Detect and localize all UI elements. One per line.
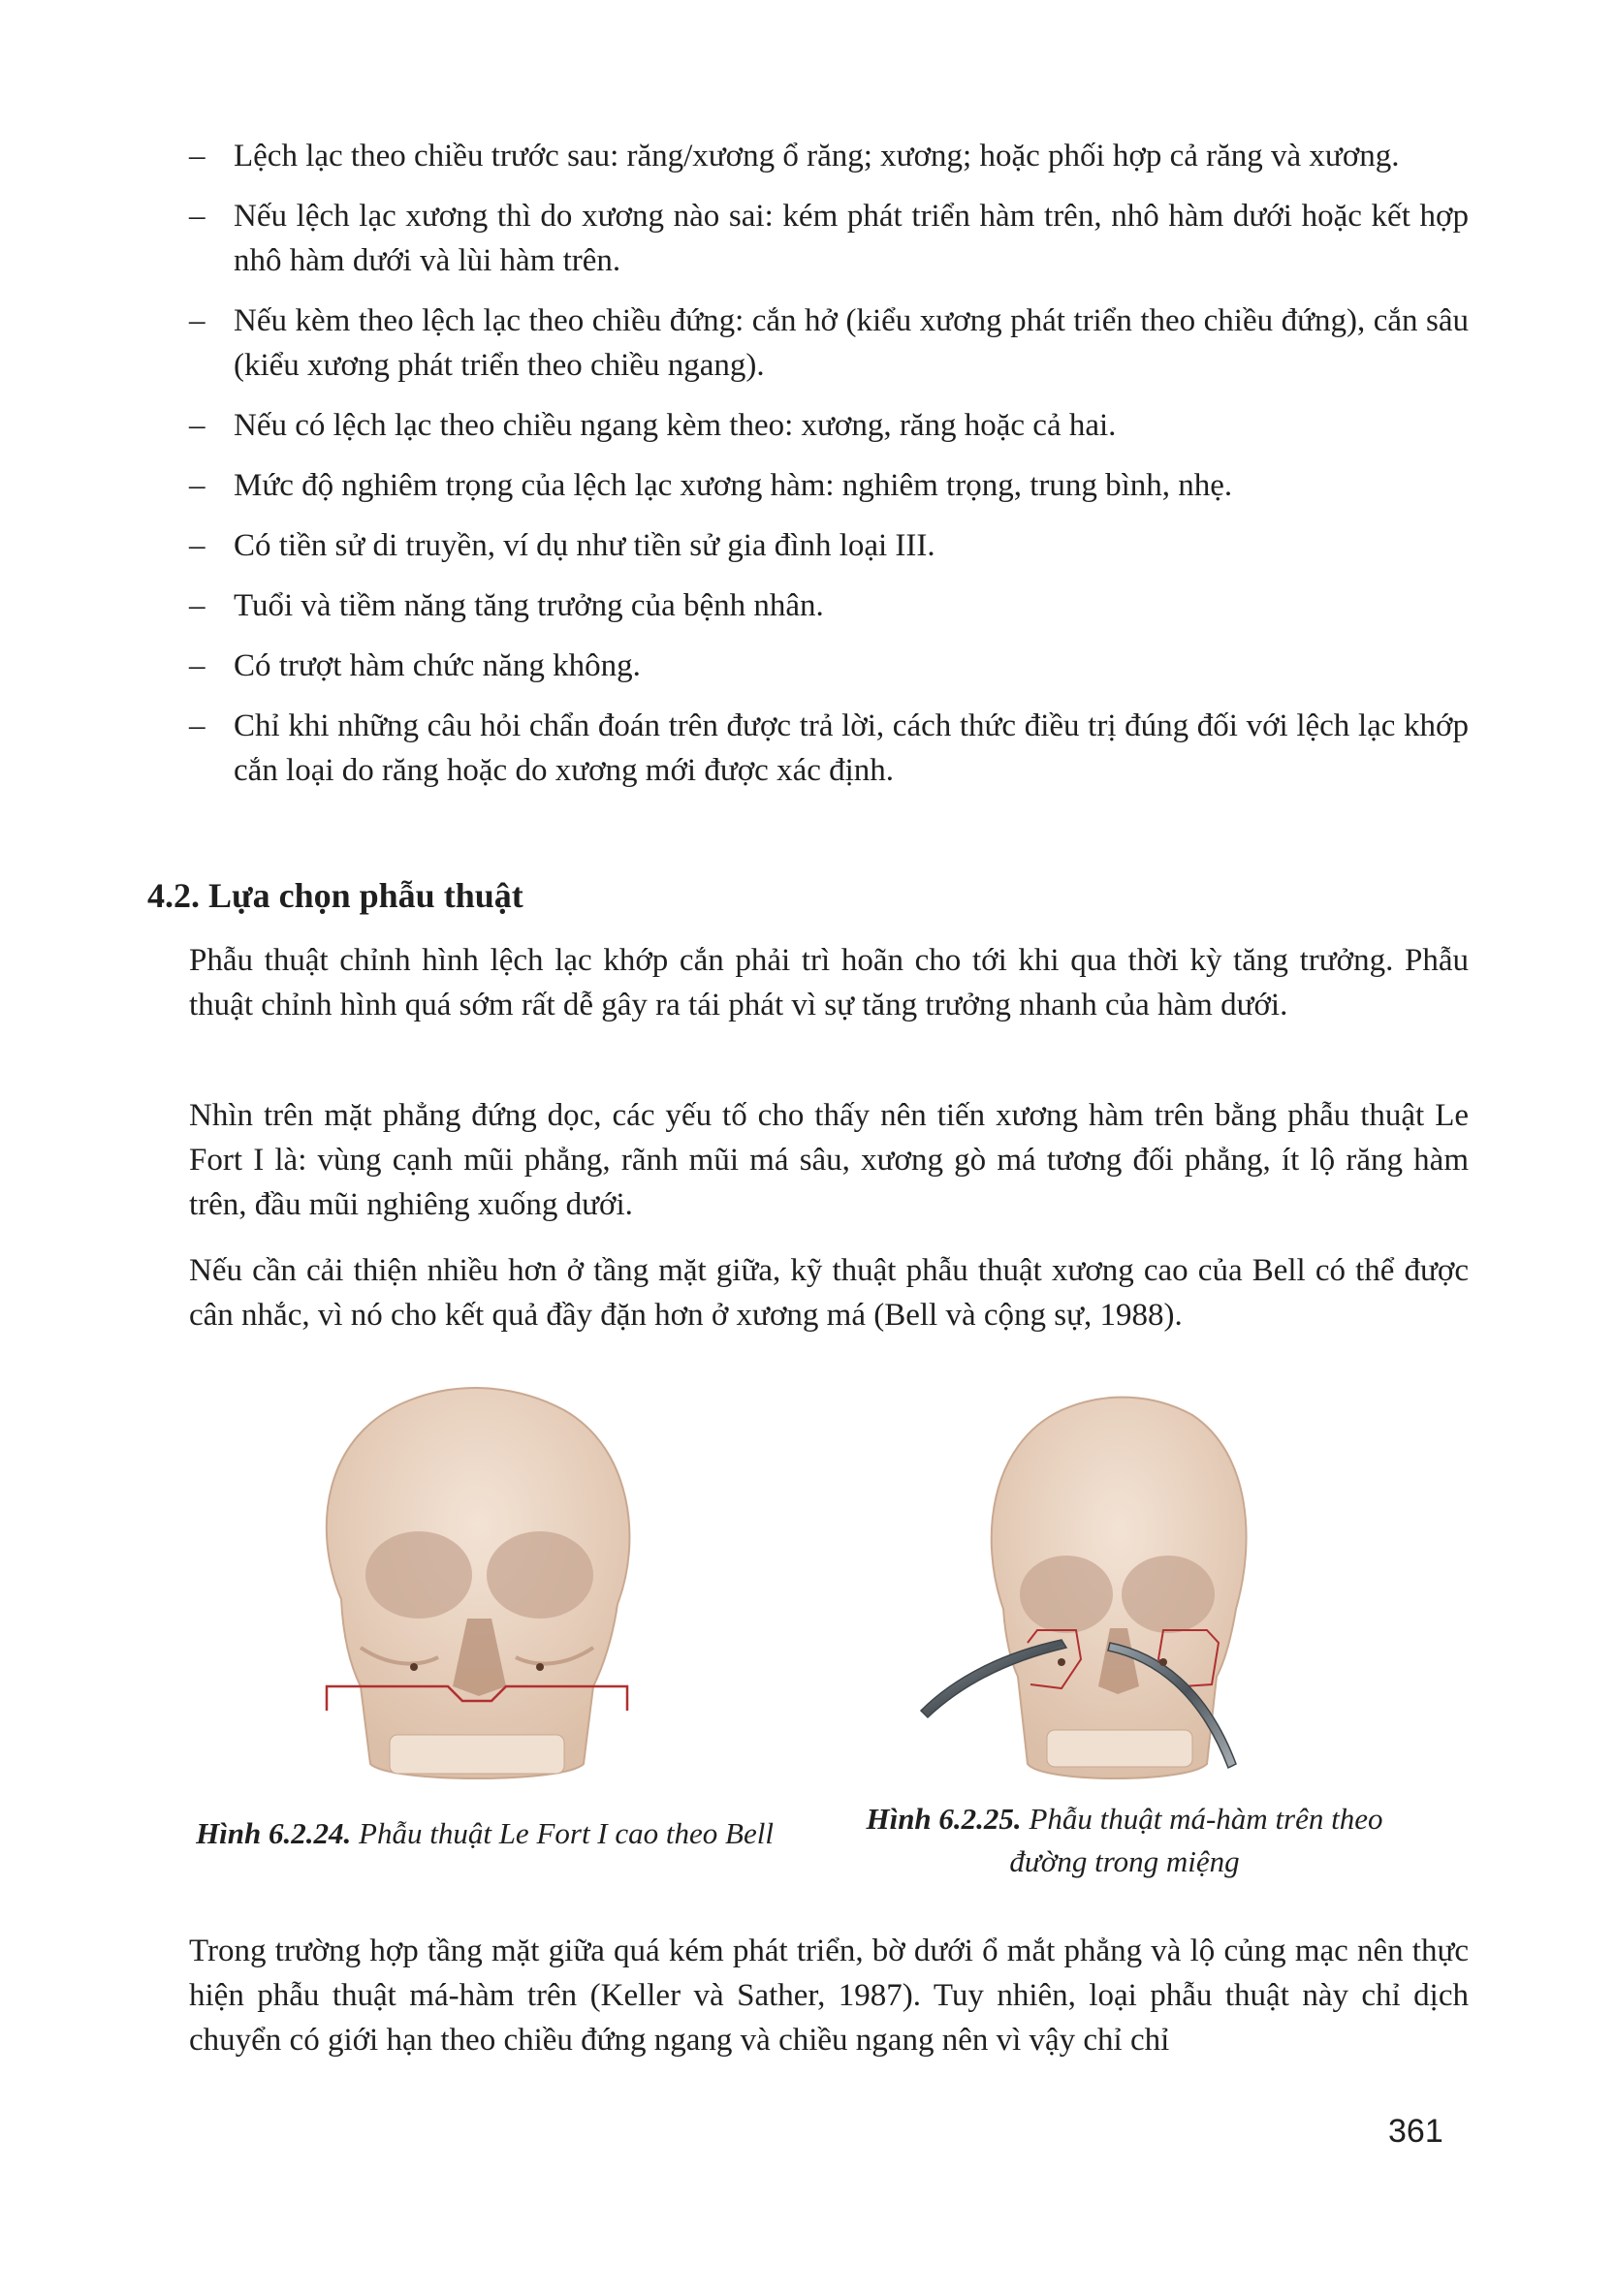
bullet-dash: –	[189, 139, 206, 173]
list-item-text: Mức độ nghiêm trọng của lệch lạc xương hàm: nghiêm trọng, trung bình, nhẹ.	[234, 468, 1233, 503]
paragraph: Nhìn trên mặt phẳng đứng dọc, các yếu tố cho thấy nên tiến xương hàm trên bằng phẫu thuật Le Fort I là: vùng cạnh mũi phẳng, rãnh mũi má sâu, xương gò má tương đối phẳng, ít lộ răng hàm trên, đầu mũi nghiêng xuống dưới.	[189, 1098, 1469, 1222]
list-item	[189, 583, 1469, 628]
list-item	[189, 644, 1469, 688]
left-orbit	[365, 1531, 472, 1619]
section-heading: 4.2. Lựa chọn phẫu thuật	[147, 876, 523, 915]
paragraph: Nếu cần cải thiện nhiều hơn ở tầng mặt giữa, kỹ thuật phẫu thuật xương cao của Bell có thể được cân nhắc, vì nó cho kết quả đầy đặn hơn ở xương má (Bell và cộng sự, 1988).	[189, 1253, 1469, 1333]
paragraph: Trong trường hợp tầng mặt giữa quá kém phát triển, bờ dưới ổ mắt phẳng và lộ củng mạc nên thực hiện phẫu thuật má-hàm trên (Keller và Sather, 1987). Tuy nhiên, loại phẫu thuật này chỉ dịch chuyển có giới hạn theo chiều đứng ngang và chiều ngang nên vì vậy chỉ chỉ	[189, 1934, 1469, 2058]
bullet-dash: –	[189, 408, 206, 443]
list-item-text: Có tiền sử di truyền, ví dụ như tiền sử gia đình loại III.	[234, 528, 935, 563]
figure-caption-text: Phẫu thuật má-hàm trên theo đường trong miệng	[1009, 1802, 1383, 1878]
list-item	[189, 403, 1469, 448]
bullet-dash: –	[189, 588, 206, 623]
figure-label: Hình 6.2.25.	[866, 1802, 1022, 1836]
left-orbit	[1020, 1556, 1113, 1633]
skull-le-fort-figure	[273, 1376, 681, 1793]
bullet-dash: –	[189, 199, 206, 234]
list-item-text: Lệch lạc theo chiều trước sau: răng/xương ổ răng; xương; hoặc phối hợp cả răng và xương.	[234, 139, 1400, 173]
list-item	[189, 134, 1469, 178]
right-orbit	[1122, 1556, 1215, 1633]
list-item-text: Nếu có lệch lạc theo chiều ngang kèm theo: xương, răng hoặc cả hai.	[234, 408, 1117, 443]
list-item-text: Nếu lệch lạc xương thì do xương nào sai: kém phát triển hàm trên, nhô hàm dưới hoặc kết hợp nhô hàm dưới và lùi hàm trên.	[234, 199, 1469, 278]
teeth-row	[1047, 1730, 1192, 1767]
bullet-dash: –	[189, 648, 206, 683]
paragraph: Phẫu thuật chỉnh hình lệch lạc khớp cắn phải trì hoãn cho tới khi qua thời kỳ tăng trưởng. Phẫu thuật chỉnh hình quá sớm rất dễ gây ra tái phát vì sự tăng trưởng nhanh của hàm dưới.	[189, 943, 1469, 1022]
bullet-dash: –	[189, 468, 206, 503]
list-item	[189, 704, 1469, 793]
figure-caption	[194, 1812, 776, 1855]
list-item	[189, 194, 1469, 283]
bullet-list	[189, 134, 1469, 808]
bullet-dash: –	[189, 708, 206, 743]
list-item-text: Tuổi và tiềm năng tăng trưởng của bệnh nhân.	[234, 588, 824, 623]
bullet-dash: –	[189, 528, 206, 563]
figure-caption	[853, 1798, 1396, 1883]
skull-malar-maxillary-figure	[916, 1376, 1304, 1793]
right-orbit	[487, 1531, 593, 1619]
list-item-text: Chỉ khi những câu hỏi chẩn đoán trên được trả lời, cách thức điều trị đúng đối với lệch lạc khớp cắn loại do răng hoặc do xương mới được xác định.	[234, 708, 1469, 788]
bullet-dash: –	[189, 303, 206, 338]
page-number: 361	[1388, 2113, 1443, 2150]
list-item	[189, 523, 1469, 568]
list-item-text: Nếu kèm theo lệch lạc theo chiều đứng: cắn hở (kiểu xương phát triển theo chiều đứng), cắn sâu (kiểu xương phát triển theo chiều ngang).	[234, 303, 1469, 383]
list-item-text: Có trượt hàm chức năng không.	[234, 648, 641, 683]
list-item	[189, 299, 1469, 388]
figure-label: Hình 6.2.24.	[196, 1816, 352, 1850]
figure-caption-text: Phẫu thuật Le Fort I cao theo Bell	[359, 1816, 774, 1850]
list-item	[189, 463, 1469, 508]
teeth-row	[390, 1735, 564, 1774]
